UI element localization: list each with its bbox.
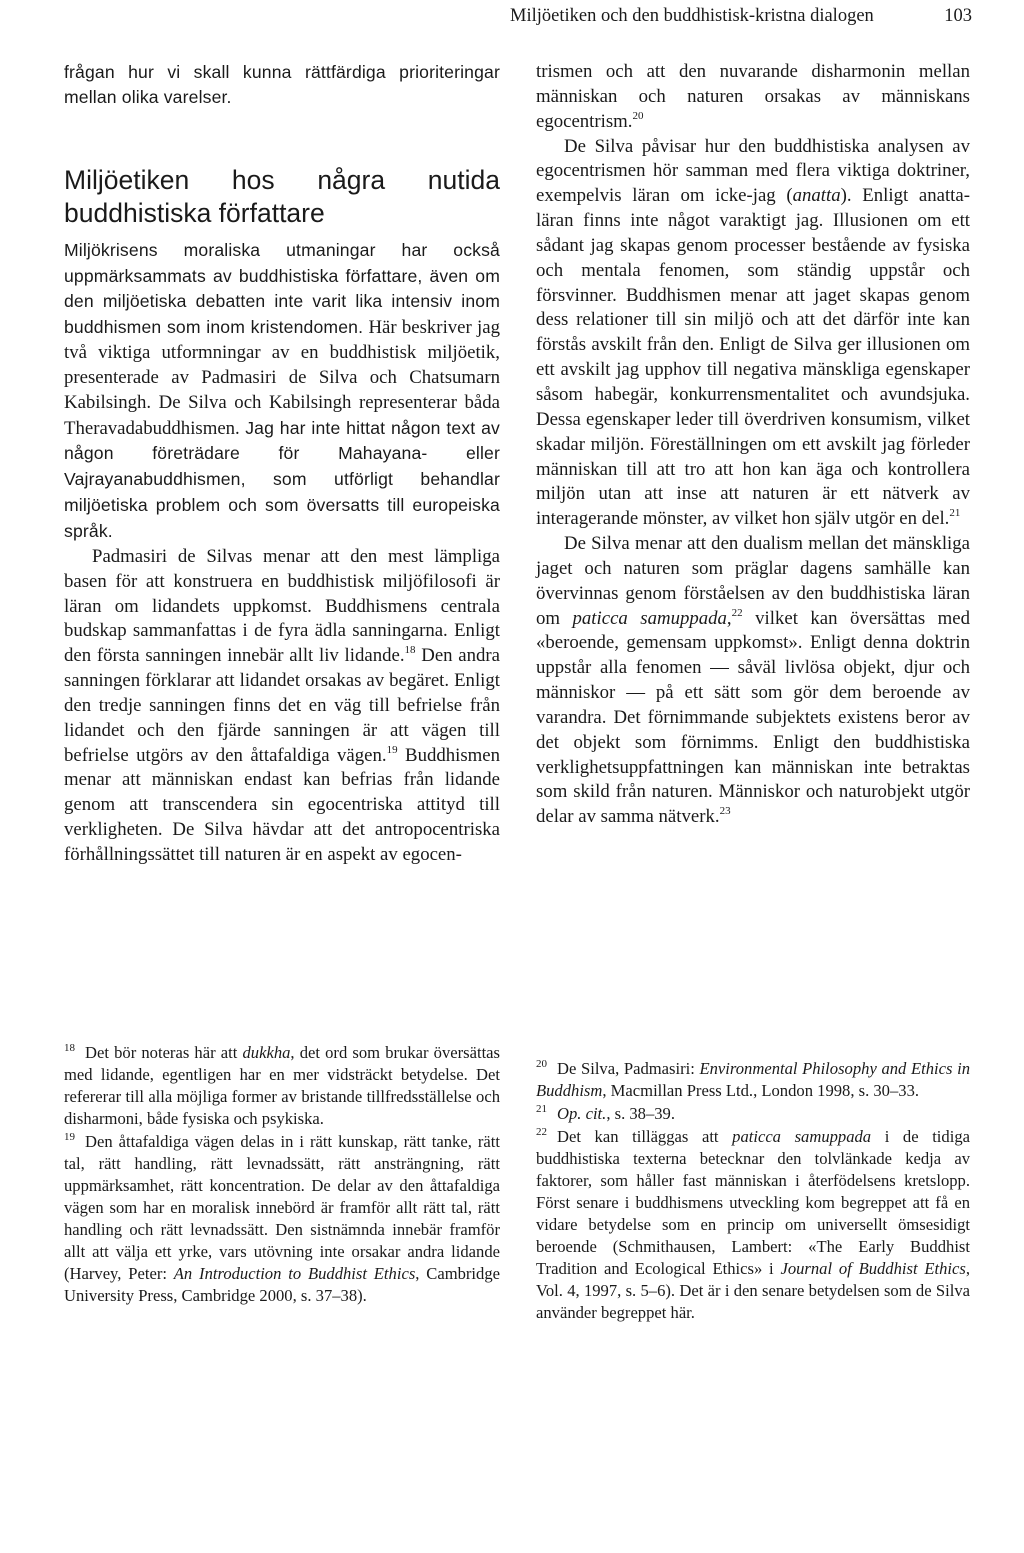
footnote-ref[interactable]: 20 <box>632 109 644 122</box>
footnote-19 <box>64 1131 500 1307</box>
footnote-number: 19 <box>64 1131 75 1143</box>
running-header <box>510 6 972 36</box>
intro-text-a: Miljökrisens moraliska utmaningar har också uppmärksammats av buddhistiska författare, även om den miljöetiska debatten inte varit lika intensiv inom buddhismen som inom kristendomen. <box>64 239 500 338</box>
page-number: 103 <box>944 6 972 26</box>
footnote-book-title: An Introduction to Buddhist Ethics <box>173 1264 416 1283</box>
right-column <box>536 60 970 830</box>
footnote-number: 22 <box>536 1126 547 1138</box>
paragraph-de-silva <box>64 545 500 868</box>
footnote-ref[interactable]: 18 <box>404 644 416 657</box>
footnote-text: Det kan tilläggas att <box>557 1127 733 1146</box>
footnote-ref[interactable]: 19 <box>386 743 398 756</box>
footnote-number: 21 <box>536 1103 547 1115</box>
de-silva-text-b: Den andra sanningen förklarar att lidandet orsakas av begäret. Enligt den tredje sanningen finns det en väg till befrielse från lidandet och den fjärde sanningen är att vägen till befrielse utgörs av den åttafaldiga vägen. <box>64 645 500 766</box>
dualism-text-a: De Silva menar att den dualism mellan det mänskliga jaget och naturen som präglar dagens samhälle kan övervinnas genom förståelsen av den buddhistiska läran om <box>536 533 970 629</box>
footnote-text: , det ord som brukar översättas med lidande, egentligen har en mer vidsträckt betydelse. Det refererar till alla möjliga former av bristande tillfredsställelse och disharmoni, både fysiska och psykiska. <box>64 1043 501 1128</box>
paragraph-intro <box>64 238 500 545</box>
footnote-text: , Cambridge University Press, Cambridge 2000, s. 37–38). <box>64 1264 500 1305</box>
footnote-20 <box>536 1058 970 1102</box>
section-heading: Miljöetiken hos några nutida buddhistiska författare <box>64 164 500 228</box>
left-column <box>64 60 500 868</box>
term-anatta: anatta <box>792 185 841 207</box>
footnote-number: 20 <box>536 1058 547 1070</box>
paragraph-dualism: De Silva menar att den dualism mellan det mänskliga jaget och naturen som präglar dagens samhälle kan övervinnas genom förståelsen av den buddhistiska läran om paticca samuppada,$^{22}$ vilket kan översättas med «beroende, gemensam uppkomst». Enligt denna doktrin uppstår alla fenomen — såväl livlösa objekt, djur och människor — på ett sätt som gör dem beroende av varandra. Det förnimmande subjektets existens beror av det objekt som förnimms. Enligt den buddhistiska verklighetsuppfattningen kan människan inte betraktas som skild från naturen. Människor och naturobjekt utgör delar av samma nätverk.$^{23}$ <box>536 533 970 828</box>
intro-text-b: Här beskriver jag två viktiga utformningar av en buddhistisk miljöetik, presenterade av Padmasiri de Silva och Chatsumarn Kabilsingh. De Silva och Kabilsingh representerar båda Theravadabuddhismen. <box>64 317 500 439</box>
footnote-text: Den åttafaldiga vägen delas in i rätt kunskap, rätt tanke, rätt tal, rätt handling, rätt levnadssätt, rätt ansträngning, rätt uppmärksamhet, rätt koncentration. De delar av den åttafaldiga vägen som har en moralisk innebörd är framför allt rätt tal, rätt handling och rätt levnadssätt. Den sistnämnda innebär framför allt att välja ett yrke, vars utövning inte orsakar andra lidande (Harvey, Peter: <box>64 1132 500 1283</box>
paragraph-anatta <box>536 135 970 533</box>
carry-over-paragraph <box>64 60 500 110</box>
footnote-21 <box>536 1103 970 1125</box>
footnote-journal-title: Journal of Buddhist Ethics <box>780 1259 966 1278</box>
footnote-text: Det bör noteras här att <box>85 1043 243 1062</box>
footnote-term: paticca samuppada <box>732 1127 872 1146</box>
anatta-text-a: De Silva påvisar hur den buddhistiska analysen av egocentrismen hör samman med flera viktiga doktriner, exempelvis läran om icke-jag ( <box>536 135 970 207</box>
footnote-18 <box>64 1042 500 1130</box>
footnotes-right <box>536 1058 970 1325</box>
footnote-term: dukkha <box>242 1043 291 1062</box>
footnote-ref[interactable]: 21 <box>949 507 961 520</box>
dualism-text-b: vilket kan översättas med «beroende, gemensam uppkomst». Enligt denna doktrin uppstår alla fenomen — såväl livlösa objekt, djur och människor — på ett sätt som gör dem beroende av varandra. Det förnimmande subjektets existens beror av det objekt som förnimms. Enligt den buddhistiska verklighetsuppfattningen kan människan inte betraktas som skild från naturen. Människor och naturobjekt utgör delar av samma nätverk. <box>536 607 970 828</box>
footnotes-left <box>64 1042 500 1308</box>
footnote-text: i de tidiga buddhistiska texterna betecknar den tolvlänkade kedja av faktorer, som håller fast människan i återfödelsens kretslopp. Först senare i buddhismens utveckling kom begreppet att få en vidare betydelse som en princip om universellt ömsesidigt beroende (Schmithausen, Lambert: «The Early Buddhist Tradition and Ecological Ethics» i <box>536 1127 970 1278</box>
footnote-text: , s. 38–39. <box>606 1104 675 1123</box>
intro-text-c: Jag har inte hittat någon text av någon företrädare för Mahayana- eller Vajrayanabuddhismen, som utförligt behandlar miljöetiska problem och som översatts till europeiska språk. <box>64 417 500 541</box>
de-silva-text-c: Buddhismen menar att människan endast kan befrias från lidande genom att transcendera sin egocentriska attityd till verkligheten. De Silva hävdar att det antropocentriska förhållningssättet till naturen är en aspekt av egocen- <box>64 744 500 865</box>
footnote-ref[interactable]: 23 <box>719 805 731 818</box>
carry-over-text: frågan hur vi skall kunna rättfärdiga prioriteringar mellan olika varelser. <box>64 62 500 107</box>
footnote-number: 18 <box>64 1042 75 1054</box>
footnote-22 <box>536 1126 970 1324</box>
footnote-text: , Macmillan Press Ltd., London 1998, s. 30–33. <box>602 1081 920 1100</box>
anatta-text-b: ). Enligt anatta-läran finns inte något varaktigt jag. Illusionen om ett sådant jag skapas genom processer bestående av fysiska och mentala fenomen, som ständig uppstår och försvinner. Buddhismen menar att jaget skapas genom dess relationer till sin miljö och att det därför inte kan förstås avskilt från den. Enligt de Silva ger illusionen om ett avskilt jag upphov till negativa mänskliga egenskaper såsom habegär, konkurrensmentalitet och avundsjuka. Dessa egenskaper leder till överdriven konsumism, vilket skadar miljön. Föreställningen om ett avskilt jag förleder människan till att tro att hon kan äga och kontrollera miljön utan att inse att naturen är ett nätverk av interagerande mönster, av vilket hon själv utgör en del. <box>536 185 970 530</box>
footnote-term: Op. cit. <box>557 1104 607 1123</box>
carry-over-text: trismen och att den nuvarande disharmonin mellan människan och naturen orsakas av människans egocentrism. <box>536 61 970 132</box>
footnote-ref[interactable]: 22 <box>731 606 743 619</box>
running-title: Miljöetiken och den buddhistisk-kristna dialogen <box>510 6 874 26</box>
footnote-text: , Vol. 4, 1997, s. 5–6). Det är i den senare betydelsen som de Silva använder begreppet här. <box>536 1259 971 1322</box>
carry-over-paragraph <box>536 60 970 135</box>
footnote-book-title: Environmental Philosophy and Ethics in Buddhism <box>536 1059 970 1100</box>
footnote-text: De Silva, Padmasiri: <box>557 1059 700 1078</box>
term-paticca-samuppada: paticca samuppada <box>572 607 727 629</box>
de-silva-text-a: Padmasiri de Silvas menar att den mest lämpliga basen för att konstruera en buddhistisk miljöfilosofi är läran om lidandets uppkomst. Buddhismens centrala budskap sammanfattas i de fyra ädla sanningarna. Enligt den första sanningen innebär allt liv lidande. <box>64 545 500 667</box>
